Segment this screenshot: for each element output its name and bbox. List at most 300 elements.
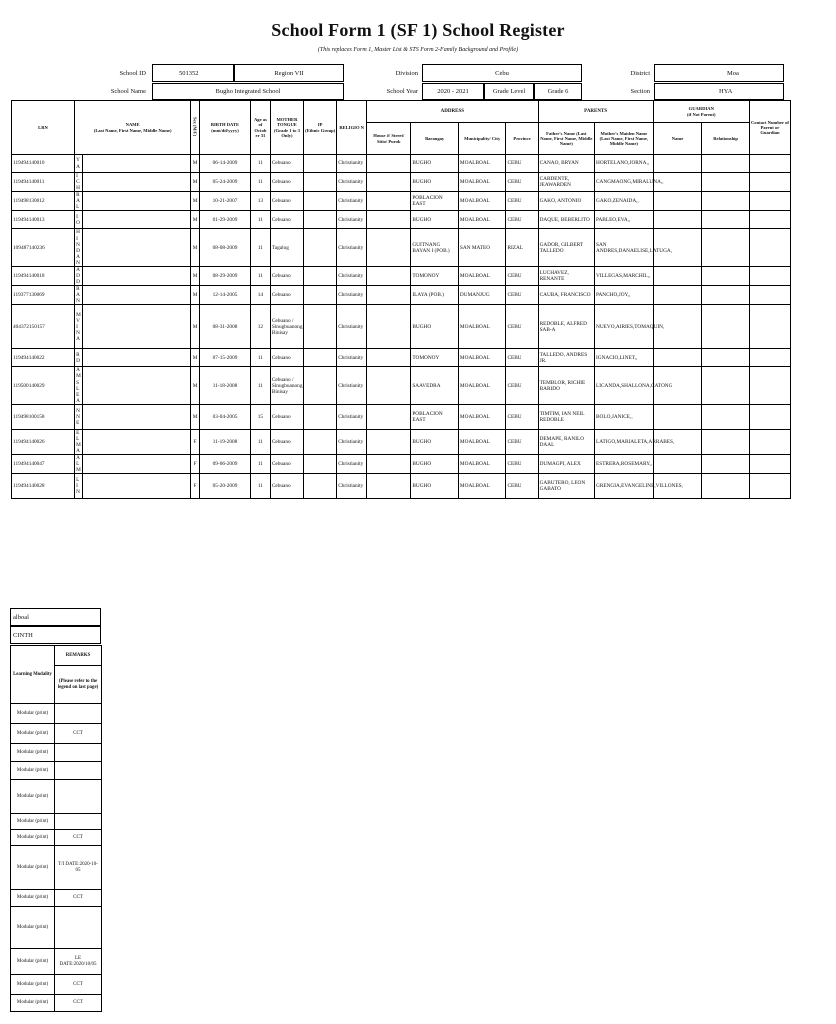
lrn-cell: 119494140022 bbox=[12, 349, 75, 367]
section-tail: CINTH bbox=[10, 626, 101, 644]
religion-cell: Christianity bbox=[337, 404, 367, 429]
barangay-cell: POBLACION EAST bbox=[411, 404, 459, 429]
table-row bbox=[12, 349, 791, 367]
contact-cell bbox=[749, 266, 790, 285]
list-item bbox=[11, 814, 102, 830]
religion-cell: Christianity bbox=[337, 229, 367, 266]
mother-tongue-cell: Cebuano bbox=[270, 155, 303, 173]
birth-date-cell: 07-15-2009 bbox=[200, 349, 251, 367]
religion-cell: Christianity bbox=[337, 266, 367, 285]
sex-cell: M bbox=[191, 305, 200, 349]
remark-cell: T/I DATE:2020-10-05 bbox=[55, 846, 102, 890]
mother-cell: NUEVO,AIRIES,TOMAQUIN, bbox=[595, 305, 654, 349]
sex-cell: M bbox=[191, 367, 200, 404]
birth-date-cell: 08-08-2009 bbox=[200, 229, 251, 266]
guardian-relationship-cell bbox=[702, 229, 750, 266]
ip-cell bbox=[304, 349, 337, 367]
school-name-label: School Name bbox=[110, 88, 146, 95]
guardian-header bbox=[653, 101, 749, 123]
list-item bbox=[11, 780, 102, 814]
province-cell: CEBU bbox=[506, 349, 538, 367]
age-cell: 11 bbox=[250, 229, 270, 266]
age-cell: 15 bbox=[250, 404, 270, 429]
mother-tongue-cell: Cebuano bbox=[270, 349, 303, 367]
lrn-cell: 119494140047 bbox=[12, 455, 75, 474]
remarks-header: REMARKS bbox=[55, 646, 102, 666]
municipality-cell: MOALBOAL bbox=[458, 173, 506, 192]
province-cell: CEBU bbox=[506, 286, 538, 305]
guardian-name-cell bbox=[653, 155, 702, 173]
house-header: House #/ Street/ Sitio/ Purok bbox=[367, 123, 411, 155]
name-rest-cell bbox=[82, 404, 190, 429]
name-cell: LIN bbox=[75, 474, 83, 499]
municipality-cell: MOALBOAL bbox=[458, 305, 506, 349]
province-cell: CEBU bbox=[506, 211, 538, 229]
house-cell bbox=[367, 155, 411, 173]
barangay-cell: TOMONOY bbox=[411, 349, 459, 367]
guardian-relationship-cell bbox=[702, 192, 750, 211]
ip-header bbox=[304, 101, 337, 155]
table-row bbox=[12, 266, 791, 285]
guardian-sub: (if Not Parent) bbox=[687, 111, 716, 117]
birth-date-cell: 05-24-2009 bbox=[200, 173, 251, 192]
lrn-cell: 119494140026 bbox=[12, 429, 75, 454]
province-cell: RIZAL bbox=[506, 229, 538, 266]
religion-cell: Christianity bbox=[337, 305, 367, 349]
contact-cell bbox=[749, 305, 790, 349]
father-cell: DEMAPE, RANILO DAAL bbox=[538, 429, 594, 454]
mother-cell: SAN ANDRES,DANAELISE,LATUGA, bbox=[595, 229, 654, 266]
district-value: Moa bbox=[654, 64, 784, 82]
mother-tongue-cell: Tagalog bbox=[270, 229, 303, 266]
table-row bbox=[12, 286, 791, 305]
lrn-header: LRN bbox=[12, 101, 75, 155]
barangay-cell: SAAVEDRA bbox=[411, 367, 459, 404]
house-cell bbox=[367, 211, 411, 229]
list-item bbox=[11, 890, 102, 907]
guardian-name-header: Name bbox=[653, 123, 702, 155]
modality-cell: Modular (print) bbox=[11, 830, 55, 846]
mother-cell: HORTELANO,JORNA,, bbox=[595, 155, 654, 173]
father-cell: DAQUE, BEBERLITO bbox=[538, 211, 594, 229]
name-rest-cell bbox=[82, 474, 190, 499]
age-cell: 13 bbox=[250, 192, 270, 211]
mother-cell: LATIGO,MARIALETA,ARRABES, bbox=[595, 429, 654, 454]
birth-date-cell: 09-06-2009 bbox=[200, 455, 251, 474]
sex-header-text: Sex (M/F) bbox=[192, 117, 198, 137]
remark-cell: CCT bbox=[55, 890, 102, 907]
mother-cell: ESTRERA,ROSEMARY,, bbox=[595, 455, 654, 474]
remarks-table bbox=[10, 645, 102, 1012]
province-cell: CEBU bbox=[506, 173, 538, 192]
house-cell bbox=[367, 455, 411, 474]
religion-cell: Christianity bbox=[337, 155, 367, 173]
lrn-cell: 119494140010 bbox=[12, 155, 75, 173]
name-header-title: NAME bbox=[125, 122, 140, 128]
sex-cell: M bbox=[191, 211, 200, 229]
lrn-cell: 119498130012 bbox=[12, 192, 75, 211]
mother-cell: LICANDA,SHALLONA,CATONG bbox=[595, 367, 654, 404]
name-rest-cell bbox=[82, 266, 190, 285]
ip-cell bbox=[304, 367, 337, 404]
table-row bbox=[12, 173, 791, 192]
school-name-value: Bugho Integrated School bbox=[152, 83, 344, 100]
name-rest-cell bbox=[82, 173, 190, 192]
municipality-header: Municipality/ City bbox=[458, 123, 506, 155]
guardian-relationship-cell bbox=[702, 286, 750, 305]
remark-cell: CCT bbox=[55, 724, 102, 744]
municipality-cell: MOALBOAL bbox=[458, 404, 506, 429]
age-cell: 11 bbox=[250, 211, 270, 229]
table-row bbox=[12, 192, 791, 211]
province-cell: CEBU bbox=[506, 404, 538, 429]
age-cell: 11 bbox=[250, 155, 270, 173]
birth-date-title: BIRTH DATE bbox=[210, 122, 240, 128]
birth-date-cell: 08-29-2009 bbox=[200, 266, 251, 285]
school-year-value: 2020 - 2021 bbox=[422, 83, 484, 100]
municipality-cell: MOALBOAL bbox=[458, 474, 506, 499]
grade-level-label: Grade Level bbox=[484, 83, 534, 100]
mother-tongue-cell: Cebuano bbox=[270, 474, 303, 499]
grade-level-value: Grade 6 bbox=[534, 83, 582, 100]
municipality-cell: MOALBOAL bbox=[458, 455, 506, 474]
name-cell: NNE bbox=[75, 404, 83, 429]
father-cell: TIMTIM, IAN NEIL REDOBLE bbox=[538, 404, 594, 429]
barangay-cell: BUGHO bbox=[411, 155, 459, 173]
birth-date-sub: (mm/dd/yyyy) bbox=[211, 127, 239, 133]
name-rest-cell bbox=[82, 229, 190, 266]
birth-date-cell: 08-31-2008 bbox=[200, 305, 251, 349]
list-item bbox=[11, 830, 102, 846]
lrn-cell: 119494140013 bbox=[12, 211, 75, 229]
name-rest-cell bbox=[82, 155, 190, 173]
birth-date-cell: 12-14-2005 bbox=[200, 286, 251, 305]
name-cell: ICH bbox=[75, 173, 83, 192]
barangay-cell: BUGHO bbox=[411, 305, 459, 349]
list-item bbox=[11, 762, 102, 780]
father-cell: LUCHAVEZ, RENANTE bbox=[538, 266, 594, 285]
guardian-relationship-cell bbox=[702, 455, 750, 474]
birth-date-header bbox=[200, 101, 251, 155]
barangay-cell: GUITNANG BAYAN I (POB.) bbox=[411, 229, 459, 266]
mother-tongue-cell: Cebuano bbox=[270, 192, 303, 211]
table-row bbox=[12, 474, 791, 499]
barangay-cell: BUGHO bbox=[411, 429, 459, 454]
guardian-title: GUARDIAN bbox=[688, 106, 714, 112]
mother-tongue-cell: Cebuano bbox=[270, 455, 303, 474]
contact-cell bbox=[749, 286, 790, 305]
religion-header: RELIGIO N bbox=[337, 101, 367, 155]
sex-cell: F bbox=[191, 455, 200, 474]
age-cell: 11 bbox=[250, 455, 270, 474]
age-cell: 12 bbox=[250, 305, 270, 349]
lrn-cell: 119498100158 bbox=[12, 404, 75, 429]
religion-cell: Christianity bbox=[337, 455, 367, 474]
table-row bbox=[12, 455, 791, 474]
province-cell: CEBU bbox=[506, 474, 538, 499]
age-cell: 11 bbox=[250, 367, 270, 404]
mother-cell: IGNACIO,LINET,, bbox=[595, 349, 654, 367]
contact-cell bbox=[749, 455, 790, 474]
religion-cell: Christianity bbox=[337, 429, 367, 454]
father-cell: GAKO, ANTONIO bbox=[538, 192, 594, 211]
remark-cell bbox=[55, 704, 102, 724]
barangay-cell: BUGHO bbox=[411, 211, 459, 229]
guardian-relationship-cell bbox=[702, 305, 750, 349]
sex-cell: F bbox=[191, 474, 200, 499]
ip-cell bbox=[304, 229, 337, 266]
division-value: Cebu bbox=[422, 64, 582, 82]
form-title: School Form 1 (SF 1) School Register bbox=[271, 20, 565, 40]
barangay-header: Barangay bbox=[411, 123, 459, 155]
list-item bbox=[11, 744, 102, 762]
list-item bbox=[11, 949, 102, 975]
name-rest-cell bbox=[82, 286, 190, 305]
ip-cell bbox=[304, 305, 337, 349]
name-cell: RD bbox=[75, 349, 83, 367]
contact-cell bbox=[749, 429, 790, 454]
guardian-name-cell bbox=[653, 266, 702, 285]
mother-tongue-cell: Cebuano bbox=[270, 211, 303, 229]
contact-cell bbox=[749, 367, 790, 404]
father-cell: TALLEDO, ANDRES JR. bbox=[538, 349, 594, 367]
guardian-relationship-cell bbox=[702, 155, 750, 173]
name-cell: HINDAN bbox=[75, 229, 83, 266]
barangay-cell: BUGHO bbox=[411, 455, 459, 474]
remark-cell: CCT bbox=[55, 975, 102, 995]
father-cell: DUMAGPI, ALEX bbox=[538, 455, 594, 474]
name-cell: ELMA bbox=[76, 429, 81, 455]
age-header: Age as of Octob er 31 bbox=[250, 101, 270, 155]
table-row bbox=[12, 429, 791, 454]
guardian-name-cell bbox=[653, 286, 702, 305]
modality-cell: Modular (print) bbox=[11, 724, 55, 744]
mother-cell: CANGMAONG,MIRALUNA,, bbox=[595, 173, 654, 192]
modality-cell: Modular (print) bbox=[11, 744, 55, 762]
religion-cell: Christianity bbox=[337, 173, 367, 192]
district-tail: alboal bbox=[10, 608, 101, 626]
house-cell bbox=[367, 229, 411, 266]
mother-tongue-sub: (Grade 1 to 3 Only) bbox=[274, 127, 300, 138]
name-cell: YA bbox=[75, 155, 83, 173]
religion-cell: Christianity bbox=[337, 474, 367, 499]
municipality-cell: SAN MATEO bbox=[458, 229, 506, 266]
house-cell bbox=[367, 429, 411, 454]
modality-header: Learning Modality bbox=[11, 646, 55, 704]
contact-cell bbox=[749, 349, 790, 367]
age-cell: 11 bbox=[250, 429, 270, 454]
ip-cell bbox=[304, 155, 337, 173]
remark-cell bbox=[55, 814, 102, 830]
register-table bbox=[11, 100, 791, 499]
sex-cell: M bbox=[191, 266, 200, 285]
name-rest-cell bbox=[82, 455, 190, 474]
province-cell: CEBU bbox=[506, 266, 538, 285]
mother-tongue-cell: Cebuano bbox=[270, 173, 303, 192]
modality-cell: Modular (print) bbox=[11, 907, 55, 949]
municipality-cell: MOALBOAL bbox=[458, 192, 506, 211]
guardian-relationship-header: Relationship bbox=[702, 123, 750, 155]
remark-cell: LE DATE:2020/10/05 bbox=[55, 949, 102, 975]
school-id-label: School ID bbox=[119, 69, 146, 77]
house-cell bbox=[367, 474, 411, 499]
father-cell: GABUTERO, LEON GABATO bbox=[538, 474, 594, 499]
birth-date-cell: 01-29-2009 bbox=[200, 211, 251, 229]
list-item bbox=[11, 907, 102, 949]
modality-cell: Modular (print) bbox=[11, 995, 55, 1012]
table-row bbox=[12, 155, 791, 173]
name-cell: RAL bbox=[75, 192, 83, 211]
remark-cell: CCT bbox=[55, 995, 102, 1012]
sex-cell: M bbox=[191, 155, 200, 173]
modality-cell: Modular (print) bbox=[11, 762, 55, 780]
name-header bbox=[75, 101, 191, 155]
house-cell bbox=[367, 305, 411, 349]
school-year-label: School Year bbox=[386, 88, 418, 95]
age-cell: 11 bbox=[250, 173, 270, 192]
house-cell bbox=[367, 266, 411, 285]
section-label: Section bbox=[630, 88, 650, 95]
mother-header: Mother's Maiden Name (Last Name, First Name, Middle Name) bbox=[595, 123, 654, 155]
house-cell bbox=[367, 192, 411, 211]
contact-cell bbox=[749, 404, 790, 429]
lrn-cell: 119494140018 bbox=[12, 266, 75, 285]
remarks-note: (Please refer to the legend on last page) bbox=[55, 666, 102, 704]
guardian-relationship-cell bbox=[702, 349, 750, 367]
father-cell: TEMBLOR, RICHIE BARIDO bbox=[538, 367, 594, 404]
region-value: Region VII bbox=[234, 64, 344, 82]
religion-cell: Christianity bbox=[337, 211, 367, 229]
guardian-relationship-cell bbox=[702, 367, 750, 404]
guardian-relationship-cell bbox=[702, 173, 750, 192]
house-cell bbox=[367, 367, 411, 404]
province-cell: CEBU bbox=[506, 455, 538, 474]
municipality-cell: DUMANJUG bbox=[458, 286, 506, 305]
list-item bbox=[11, 704, 102, 724]
age-cell: 11 bbox=[250, 266, 270, 285]
religion-cell: Christianity bbox=[337, 286, 367, 305]
contact-cell bbox=[749, 474, 790, 499]
contact-cell bbox=[749, 211, 790, 229]
form-subtitle: (This replaces Form 1, Master List & STS Form 2-Family Background and Profile) bbox=[317, 47, 519, 53]
sex-cell: F bbox=[191, 429, 200, 454]
mother-cell: GAKO,ZENAIDA,, bbox=[595, 192, 654, 211]
mother-cell: VILLEGAS,MARCHIL,, bbox=[595, 266, 654, 285]
name-rest-cell bbox=[82, 211, 190, 229]
name-cell: MVINA bbox=[75, 305, 83, 349]
age-cell: 11 bbox=[250, 349, 270, 367]
lrn-cell: 119377130069 bbox=[12, 286, 75, 305]
list-item bbox=[11, 995, 102, 1012]
table-row bbox=[12, 367, 791, 404]
modality-cell: Modular (print) bbox=[11, 846, 55, 890]
sex-cell: M bbox=[191, 173, 200, 192]
barangay-cell: BUGHO bbox=[411, 173, 459, 192]
sex-cell: M bbox=[191, 349, 200, 367]
name-cell: ALM bbox=[76, 455, 81, 474]
ip-cell bbox=[304, 286, 337, 305]
birth-date-cell: 03-04-2005 bbox=[200, 404, 251, 429]
sex-cell: M bbox=[191, 404, 200, 429]
modality-cell: Modular (print) bbox=[11, 890, 55, 907]
name-rest-cell bbox=[82, 349, 190, 367]
lrn-cell: 119494140011 bbox=[12, 173, 75, 192]
name-rest-cell bbox=[82, 429, 190, 454]
barangay-cell: POBLACION EAST bbox=[411, 192, 459, 211]
modality-cell: Modular (print) bbox=[11, 780, 55, 814]
birth-date-cell: 11-18-2008 bbox=[200, 367, 251, 404]
ip-cell bbox=[304, 429, 337, 454]
district-label: District bbox=[630, 69, 650, 77]
contact-cell bbox=[749, 229, 790, 266]
province-cell: CEBU bbox=[506, 305, 538, 349]
section-value: HYA bbox=[654, 83, 784, 100]
municipality-cell: MOALBOAL bbox=[458, 349, 506, 367]
list-item bbox=[11, 975, 102, 995]
father-cell: REDOBLE, ALFRED SAB-A bbox=[538, 305, 594, 349]
barangay-cell: TOMONOY bbox=[411, 266, 459, 285]
father-cell: CANAO, BRYAN bbox=[538, 155, 594, 173]
barangay-cell: BUGHO bbox=[411, 474, 459, 499]
table-row bbox=[12, 305, 791, 349]
guardian-relationship-cell bbox=[702, 266, 750, 285]
guardian-relationship-cell bbox=[702, 429, 750, 454]
name-cell: RAN bbox=[75, 286, 83, 305]
lrn-cell: 119500140029 bbox=[12, 367, 75, 404]
contact-header: Contact Number of Parent or Guardian bbox=[749, 101, 790, 155]
province-cell: CEBU bbox=[506, 429, 538, 454]
guardian-name-cell bbox=[653, 349, 702, 367]
ip-sub: (Ethnic Group) bbox=[305, 127, 336, 133]
remark-cell bbox=[55, 907, 102, 949]
house-cell bbox=[367, 173, 411, 192]
age-cell: 11 bbox=[250, 474, 270, 499]
religion-cell: Christianity bbox=[337, 349, 367, 367]
mother-tongue-cell: Cebuano / Sinugbuanong Binisay bbox=[270, 305, 303, 349]
municipality-cell: MOALBOAL bbox=[458, 155, 506, 173]
religion-cell: Christianity bbox=[337, 192, 367, 211]
name-cell: ADD bbox=[75, 266, 83, 285]
modality-cell: Modular (print) bbox=[11, 975, 55, 995]
barangay-cell: ILAYA (POB.) bbox=[411, 286, 459, 305]
division-label: Division bbox=[395, 69, 418, 77]
modality-cell: Modular (print) bbox=[11, 814, 55, 830]
father-header: Father's Name (Last Name, First Name, Middle Name) bbox=[538, 123, 594, 155]
parents-header: PARENTS bbox=[538, 101, 653, 123]
table-row bbox=[12, 229, 791, 266]
remark-cell bbox=[55, 780, 102, 814]
municipality-cell: MOALBOAL bbox=[458, 367, 506, 404]
table-row bbox=[12, 211, 791, 229]
father-cell: GADOR, GILBERT TALLEDO bbox=[538, 229, 594, 266]
remark-cell bbox=[55, 744, 102, 762]
sex-cell: M bbox=[191, 192, 200, 211]
mother-tongue-cell: Cebuano bbox=[270, 266, 303, 285]
birth-date-cell: 06-14-2009 bbox=[200, 155, 251, 173]
name-cell: AMSLEA bbox=[76, 367, 81, 404]
mother-tongue-cell: Cebuano bbox=[270, 429, 303, 454]
province-cell: CEBU bbox=[506, 367, 538, 404]
mother-tongue-header bbox=[270, 101, 303, 155]
address-header: ADDRESS bbox=[367, 101, 538, 123]
mother-cell: PABLEO,EVA,, bbox=[595, 211, 654, 229]
remark-cell bbox=[55, 762, 102, 780]
province-cell: CEBU bbox=[506, 155, 538, 173]
ip-cell bbox=[304, 211, 337, 229]
guardian-relationship-cell bbox=[702, 474, 750, 499]
father-cell: CAUBA, FRANCISCO bbox=[538, 286, 594, 305]
lrn-cell: 119494140028 bbox=[12, 474, 75, 499]
